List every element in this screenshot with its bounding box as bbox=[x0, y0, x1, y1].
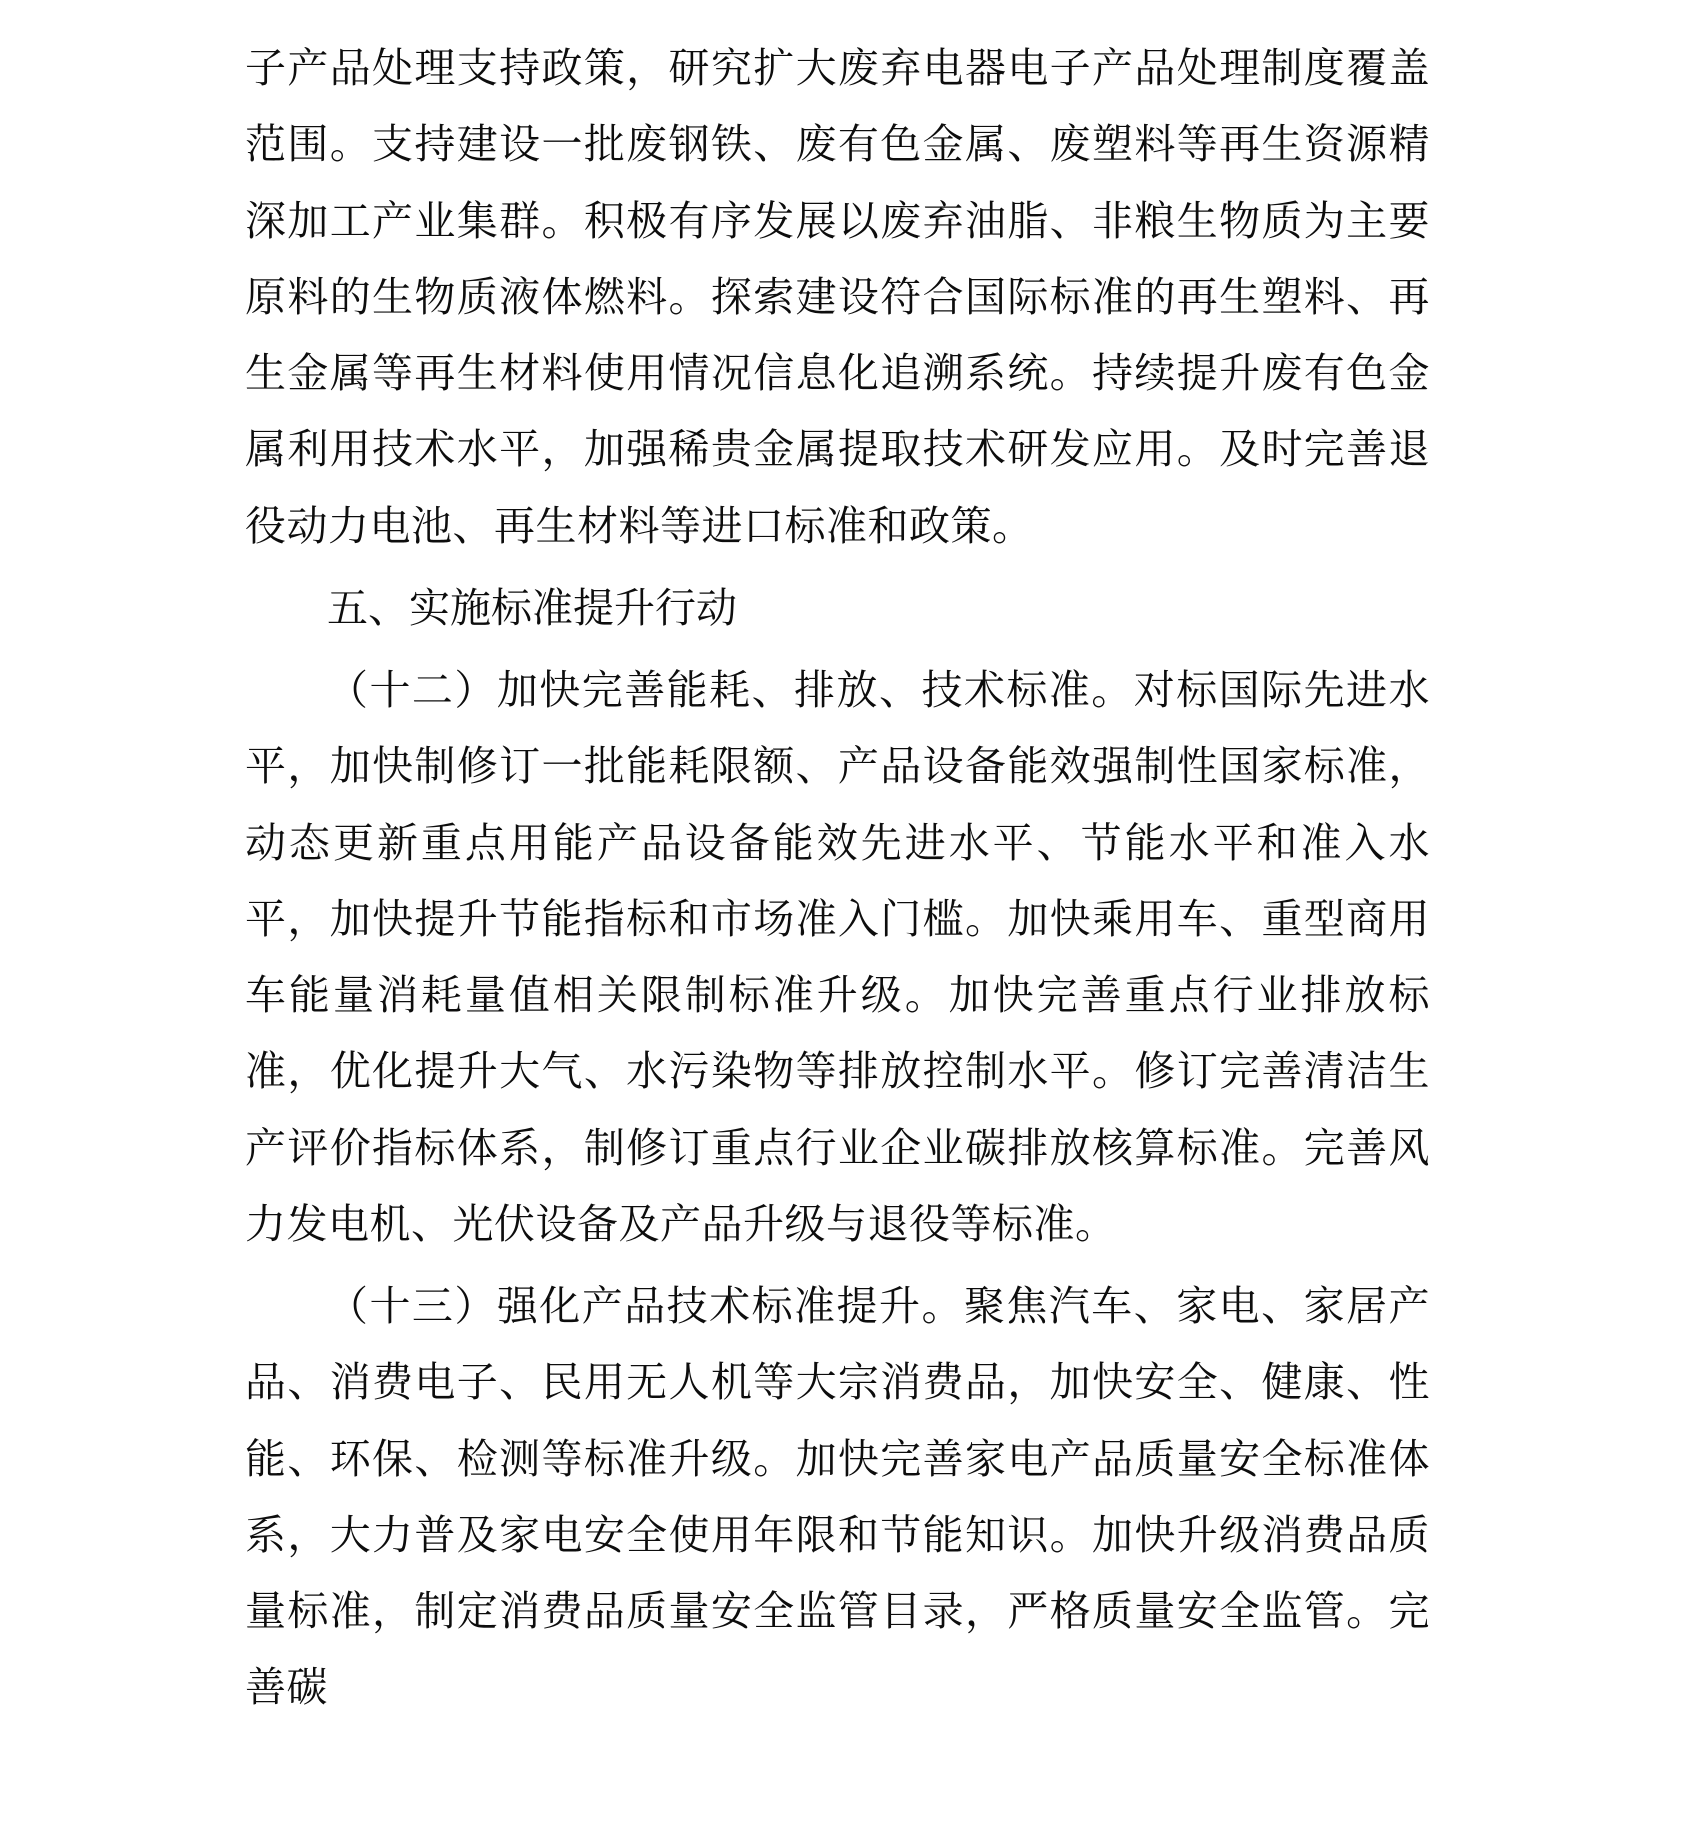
paragraph-thirteen: （十三）强化产品技术标准提升。聚焦汽车、家电、家居产品、消费电子、民用无人机等大宗消费品，加快安全、健康、性能、环保、检测等标准升级。加快完善家电产品质量安全标准体系，大力普及家电安全使用年限和节能知识。加快升级消费品质量标准，制定消费品质量安全监管目录，严格质量安全监管。完善碳 bbox=[245, 1282, 1430, 1712]
section-heading: 五、实施标准提升行动 bbox=[327, 583, 737, 632]
continued-paragraph: 子产品处理支持政策，研究扩大废弃电器电子产品处理制度覆盖范围。支持建设一批废钢铁、废有色金属、废塑料等再生资源精深加工产业集群。积极有序发展以废弃油脂、非粮生物质为主要原料的生物质液体燃料。探索建设符合国际标准的再生塑料、再生金属等再生材料使用情况信息化追溯系统。持续提升废有色金属利用技术水平，加强稀贵金属提取技术研发应用。及时完善退役动力电池、再生材料等进口标准和政策。 bbox=[245, 44, 1430, 550]
paragraph-twelve: （十二）加快完善能耗、排放、技术标准。对标国际先进水平，加快制修订一批能耗限额、产品设备能效强制性国家标准，动态更新重点用能产品设备能效先进水平、节能水平和准入水平，加快提升节能指标和市场准入门槛。加快乘用车、重型商用车能量消耗量值相关限制标准升级。加快完善重点行业排放标准，优化提升大气、水污染物等排放控制水平。修订完善清洁生产评价指标体系，制修订重点行业企业碳排放核算标准。完善风力发电机、光伏设备及产品升级与退役等标准。 bbox=[245, 666, 1430, 1248]
